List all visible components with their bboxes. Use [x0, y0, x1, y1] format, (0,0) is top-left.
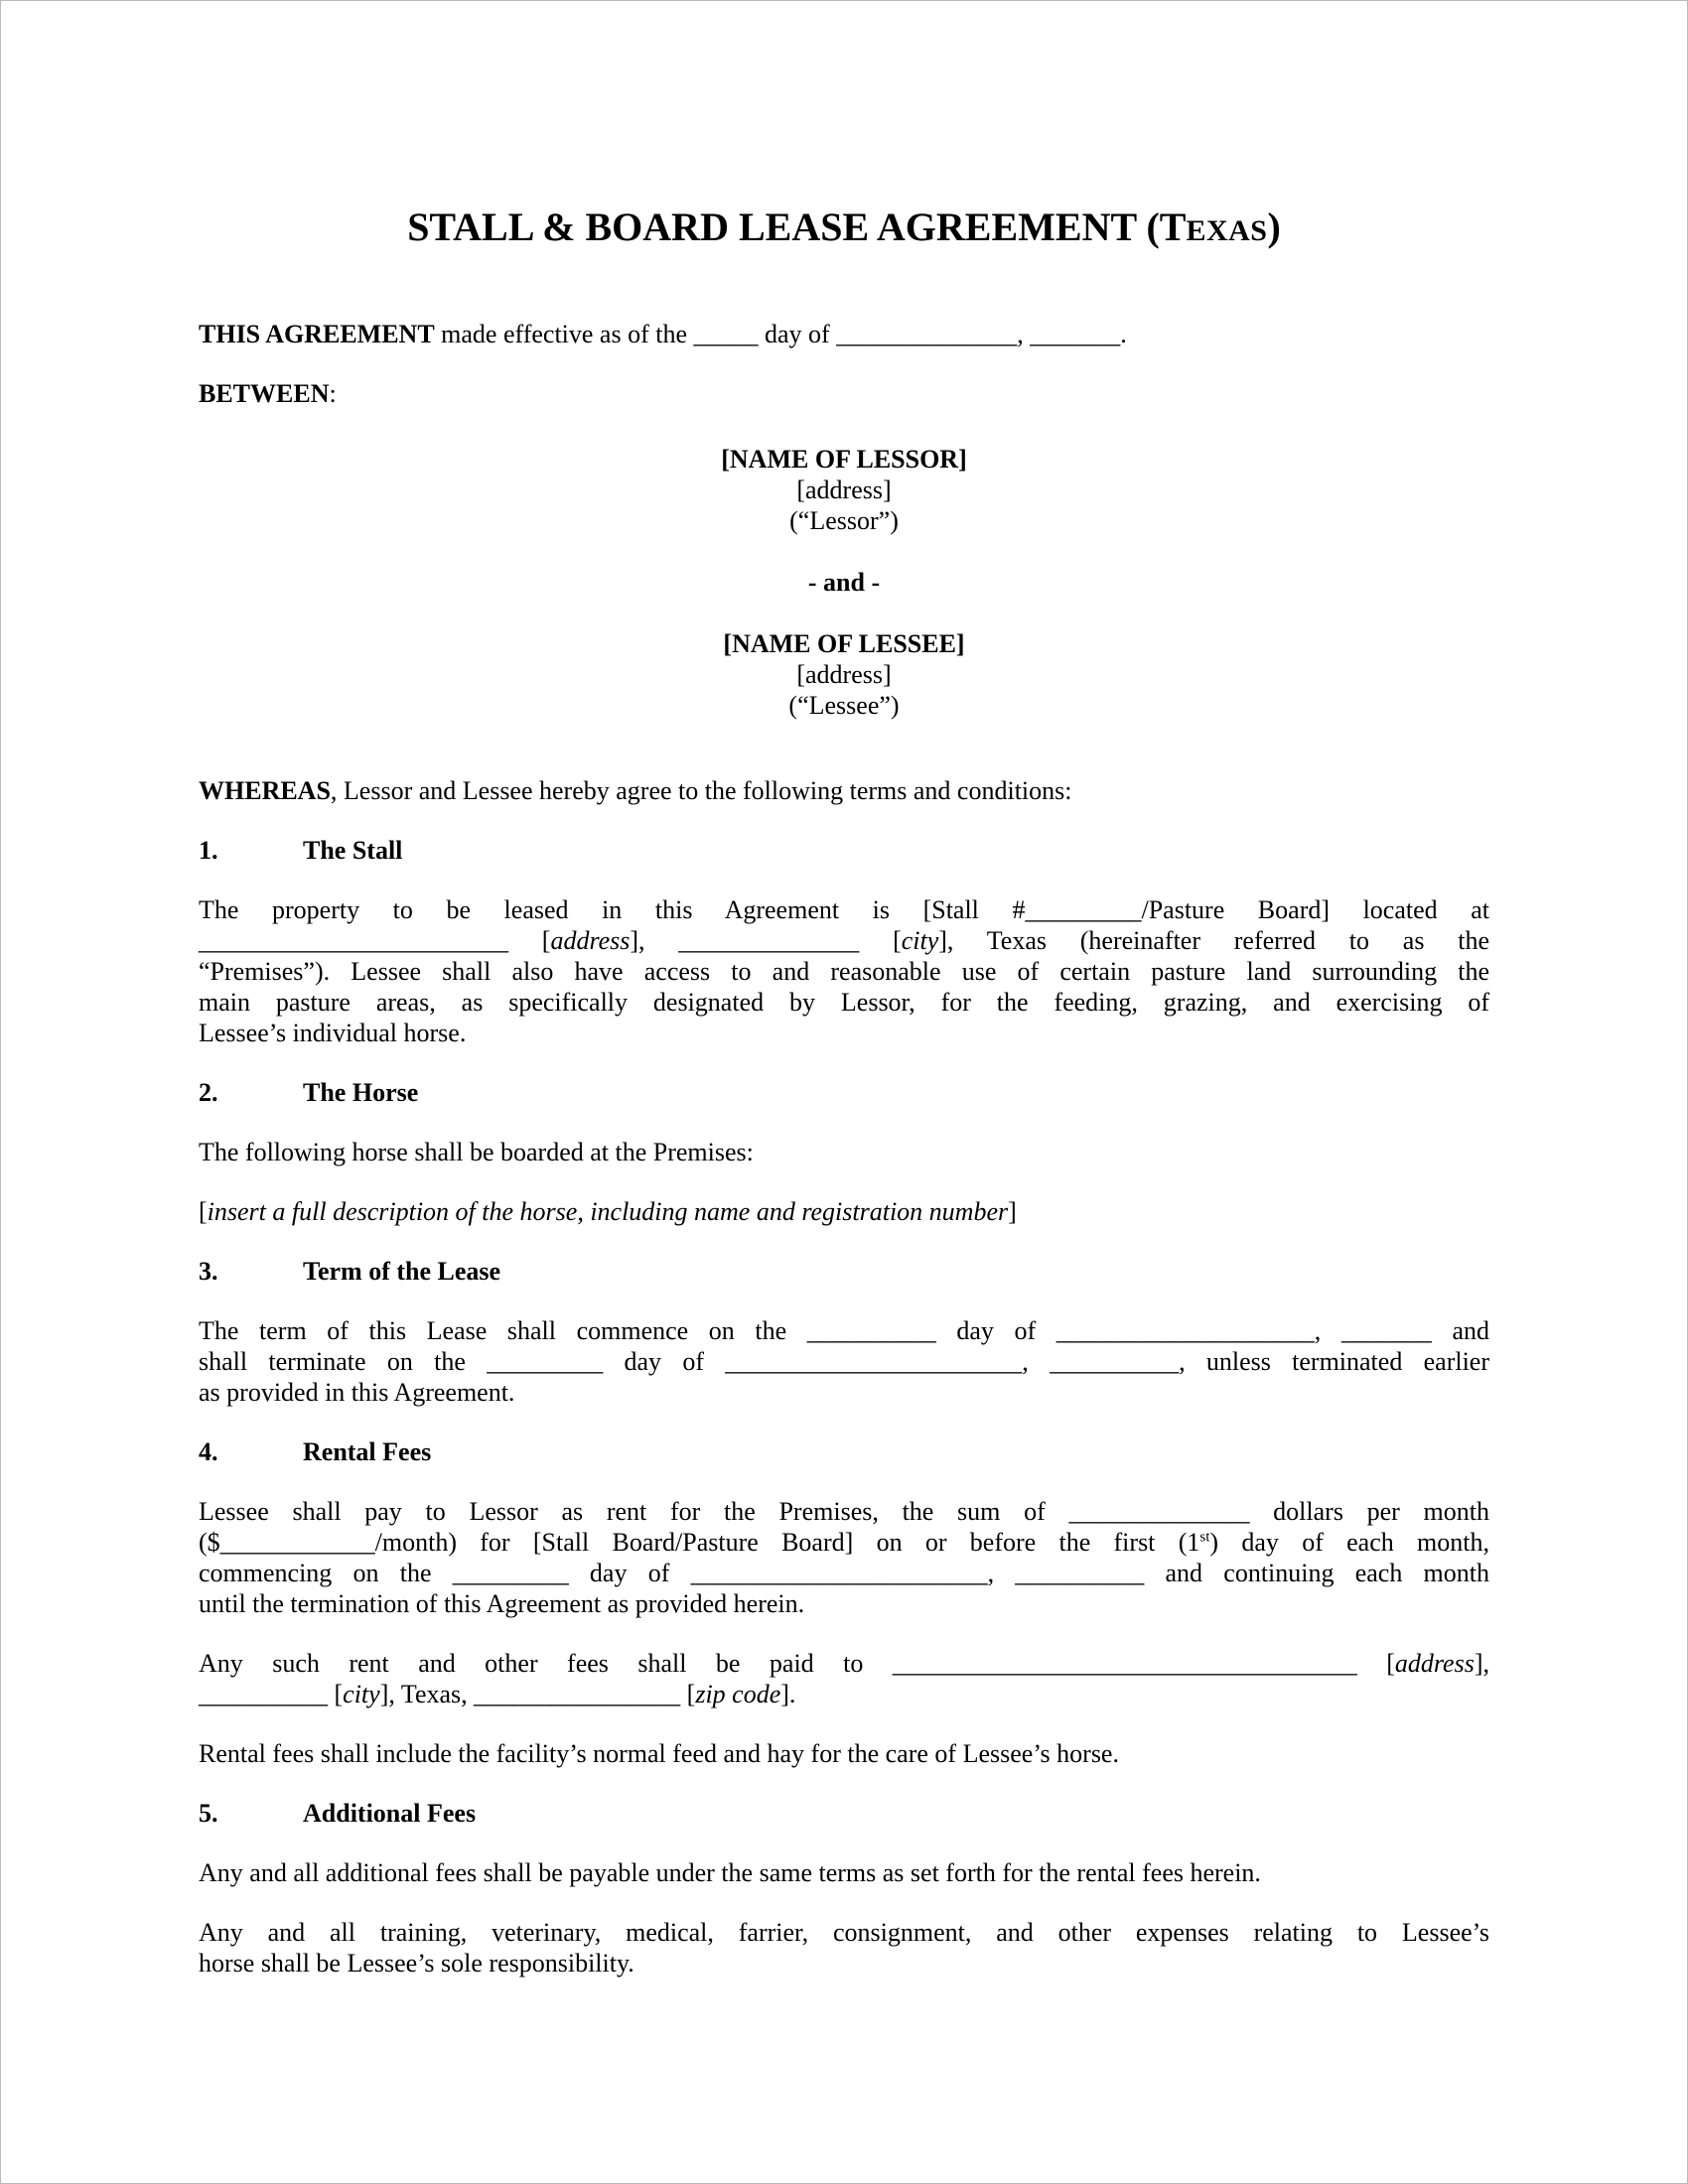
section-5-paragraph-2 — [199, 1917, 1489, 1979]
section-4-paragraph-2 — [199, 1648, 1489, 1709]
lessee-alias: (“Lessee”) — [788, 691, 900, 720]
section-2-heading — [199, 1077, 1489, 1108]
between-label: BETWEEN: — [199, 379, 337, 408]
section-1-number: 1. — [199, 836, 218, 865]
s3-p1-line-3: as provided in this Agreement. — [199, 1378, 515, 1407]
s2-p2-line-1: [insert a full description of the horse, including name and registration number] — [199, 1197, 1017, 1226]
lessee-name: [NAME OF LESSEE] — [723, 629, 965, 658]
section-4-heading — [199, 1436, 1489, 1467]
section-5-title: Additional Fees — [303, 1799, 477, 1828]
section-2-title: The Horse — [303, 1078, 419, 1107]
section-5-heading — [199, 1798, 1489, 1829]
s1-p1-line-2: ________________________ [address], ______________ [city], Texas (hereinafter referred to as the — [199, 926, 1489, 955]
s4-p1-line-4: until the termination of this Agreement as provided herein. — [199, 1589, 805, 1618]
s1-p1-line-1: The property to be leased in this Agreement is [Stall #_________/Pasture Board] located at — [199, 895, 1489, 924]
section-1-heading — [199, 835, 1489, 866]
section-5-paragraph-1 — [199, 1857, 1489, 1888]
section-3-number: 3. — [199, 1257, 218, 1286]
section-4-paragraph-1 — [199, 1496, 1489, 1619]
section-3-heading — [199, 1256, 1489, 1287]
s4-p2-line-2: __________ [city], Texas, ________________ [zip code]. — [199, 1680, 796, 1708]
s2-p1-line-1: The following horse shall be boarded at the Premises: — [199, 1138, 754, 1166]
s3-p1-line-2: shall terminate on the _________ day of _______________________, __________, unless terminated earlier — [199, 1347, 1489, 1376]
section-2-number: 2. — [199, 1078, 218, 1107]
lessor-name: [NAME OF LESSOR] — [721, 445, 967, 474]
section-4-title: Rental Fees — [303, 1437, 432, 1466]
section-5-number: 5. — [199, 1799, 218, 1828]
section-1-paragraph-1 — [199, 894, 1489, 1048]
lessee-address: [address] — [796, 660, 892, 689]
s4-p3-line-1: Rental fees shall include the facility’s normal feed and hay for the care of Lessee’s horse. — [199, 1739, 1119, 1768]
whereas-clause: WHEREAS, Lessor and Lessee hereby agree to the following terms and conditions: — [199, 776, 1072, 805]
s1-p1-line-5: Lessee’s individual horse. — [199, 1019, 467, 1047]
lessor-alias: (“Lessor”) — [789, 506, 899, 535]
section-2-paragraph-2 — [199, 1196, 1489, 1227]
document-title: STALL & BOARD LEASE AGREEMENT (TEXAS) — [407, 205, 1281, 249]
s4-p1-line-2: ($____________/month) for [Stall Board/Pasture Board] on or before the first (1st) day of each month, — [199, 1528, 1489, 1557]
s4-p1-line-3: commencing on the _________ day of _______________________, __________ and continuing each month — [199, 1559, 1489, 1587]
section-3-paragraph-1 — [199, 1315, 1489, 1408]
section-2-paragraph-1 — [199, 1137, 1489, 1167]
s5-p2-line-2: horse shall be Lessee’s sole responsibility. — [199, 1949, 634, 1978]
lessor-address: [address] — [796, 476, 892, 504]
s4-p2-line-1: Any such rent and other fees shall be paid to ____________________________________ [address], — [199, 1649, 1489, 1678]
parties-block — [199, 444, 1489, 721]
intro-clause: THIS AGREEMENT made effective as of the _____ day of ______________, _______. — [199, 320, 1127, 348]
s3-p1-line-1: The term of this Lease shall commence on the __________ day of ____________________, _______ and — [199, 1316, 1489, 1345]
section-4-paragraph-3 — [199, 1738, 1489, 1769]
s5-p1-line-1: Any and all additional fees shall be payable under the same terms as set forth for the rental fees herein. — [199, 1858, 1261, 1887]
and-separator: - and - — [807, 568, 881, 597]
section-1-title: The Stall — [303, 836, 403, 865]
s4-p1-line-1: Lessee shall pay to Lessor as rent for the Premises, the sum of ______________ dollars per month — [199, 1497, 1489, 1526]
section-3-title: Term of the Lease — [303, 1257, 501, 1286]
s1-p1-line-4: main pasture areas, as specifically designated by Lessor, for the feeding, grazing, and exercising of — [199, 988, 1489, 1017]
s1-p1-line-3: “Premises”). Lessee shall also have access to and reasonable use of certain pasture land surrounding the — [199, 957, 1489, 986]
s5-p2-line-1: Any and all training, veterinary, medical, farrier, consignment, and other expenses relating to Lessee’s — [199, 1918, 1489, 1947]
section-4-number: 4. — [199, 1437, 218, 1466]
